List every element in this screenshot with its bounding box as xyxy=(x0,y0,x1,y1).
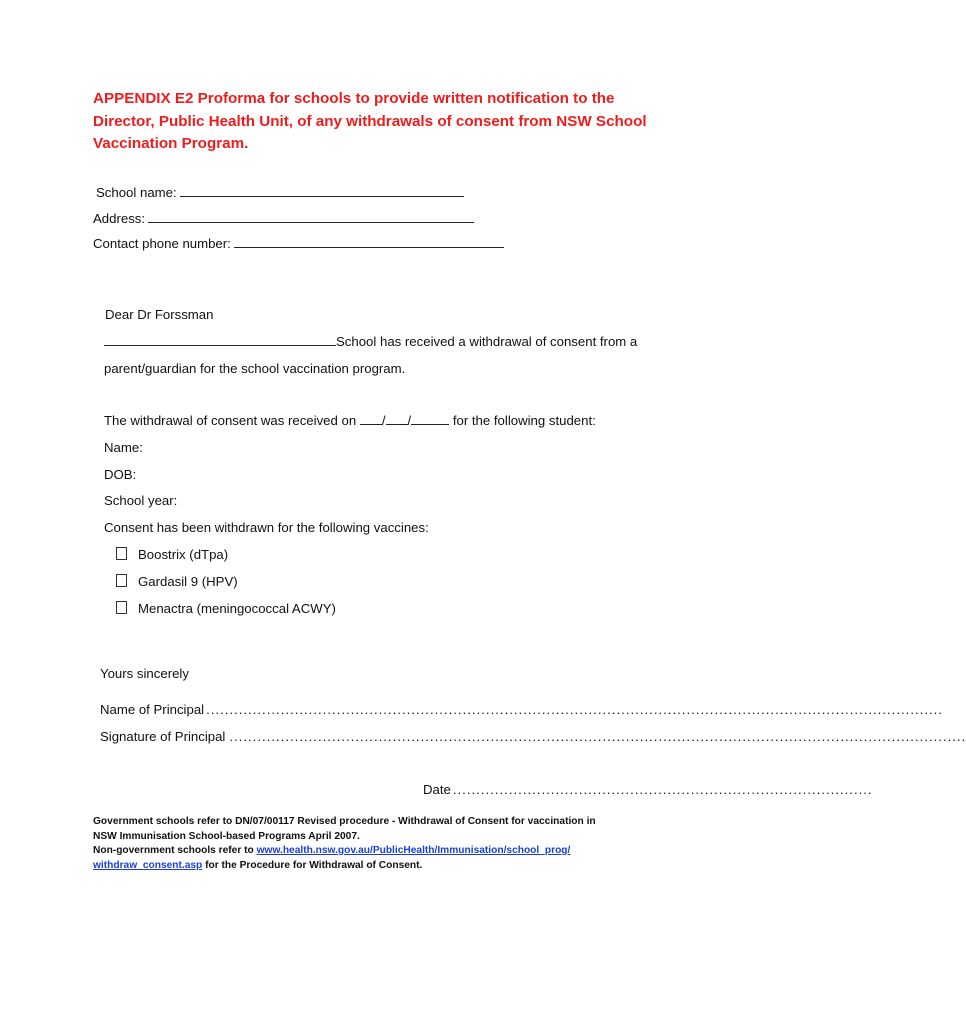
vaccine-label: Boostrix (dTpa) xyxy=(138,547,229,562)
salutation: Dear Dr Forssman xyxy=(105,307,214,322)
address-label: Address: xyxy=(93,211,146,226)
vaccine-item xyxy=(116,546,228,564)
month-blank[interactable] xyxy=(386,412,408,425)
vaccine-label: Gardasil 9 (HPV) xyxy=(138,574,238,589)
vaccine-label: Menactra (meningococcal ACWY) xyxy=(138,601,336,616)
date-sep-2: / xyxy=(407,413,412,428)
school-name-field[interactable] xyxy=(96,184,464,202)
year-blank[interactable] xyxy=(411,412,449,425)
student-name-label: Name: xyxy=(104,440,143,455)
principal-name-label: Name of Principal xyxy=(100,702,205,717)
school-name-label: School name: xyxy=(96,185,177,200)
sign-off: Yours sincerely xyxy=(100,666,189,681)
received-line xyxy=(104,333,637,351)
phone-line[interactable] xyxy=(234,235,504,248)
form-heading xyxy=(93,88,693,156)
phone-label: Contact phone number: xyxy=(93,236,231,251)
date-received-line xyxy=(104,412,596,430)
day-blank[interactable] xyxy=(360,412,382,425)
received-text: School has received a withdrawal of consent from a xyxy=(336,334,638,349)
footer-prefix: Non-government schools refer to xyxy=(93,845,257,856)
checkbox-menactra[interactable] xyxy=(116,601,127,614)
footer-line-4 xyxy=(93,859,673,874)
vaccines-intro: Consent has been withdrawn for the following vaccines: xyxy=(104,520,429,535)
heading-line-2: Director, Public Health Unit, of any withdrawals of consent from NSW School xyxy=(93,112,647,130)
vaccine-item xyxy=(116,600,336,618)
footer-line-2: NSW Immunisation School-based Programs April 2007. xyxy=(93,830,360,842)
dob-label: DOB: xyxy=(104,467,137,482)
address-field[interactable] xyxy=(93,210,474,228)
date-prefix: The withdrawal of consent was received on xyxy=(104,413,360,428)
date-field[interactable] xyxy=(423,781,873,799)
date-label: Date xyxy=(423,782,451,797)
principal-name-dots: .............................................................................................................................................................. xyxy=(206,702,943,717)
checkbox-gardasil[interactable] xyxy=(116,574,127,587)
date-dots: .......................................................................................... xyxy=(452,782,873,797)
checkbox-boostrix[interactable] xyxy=(116,547,127,560)
school-name-line[interactable] xyxy=(180,184,464,197)
procedure-link[interactable]: www.health.nsw.gov.au/PublicHealth/Immunisation/school_prog/ xyxy=(256,845,571,856)
footer-line-3 xyxy=(93,844,673,859)
received-text-2: parent/guardian for the school vaccination program. xyxy=(104,361,406,376)
procedure-link-continued[interactable]: withdraw_consent.asp xyxy=(93,859,203,871)
heading-line-1: APPENDIX E2 Proforma for schools to provide written notification to the xyxy=(93,90,615,107)
footer-suffix: for the Procedure for Withdrawal of Consent. xyxy=(202,859,423,871)
footer-note xyxy=(93,815,673,873)
date-suffix: for the following student: xyxy=(449,413,596,428)
footer-line-1: Government schools refer to DN/07/00117 Revised procedure - Withdrawal of Consent for vaccination in xyxy=(93,816,596,827)
date-sep-1: / xyxy=(381,413,386,428)
school-blank[interactable] xyxy=(104,333,336,346)
vaccine-item xyxy=(116,573,238,591)
address-line[interactable] xyxy=(148,210,474,223)
phone-field[interactable] xyxy=(93,235,504,253)
school-year-label: School year: xyxy=(104,493,178,508)
principal-signature-label: Signature of Principal xyxy=(100,729,226,744)
principal-signature-field[interactable] xyxy=(100,728,966,746)
principal-signature-dots: .............................................................................................................................................................. xyxy=(229,729,966,744)
principal-name-field[interactable] xyxy=(100,701,943,719)
heading-line-3: Vaccination Program. xyxy=(93,135,249,152)
